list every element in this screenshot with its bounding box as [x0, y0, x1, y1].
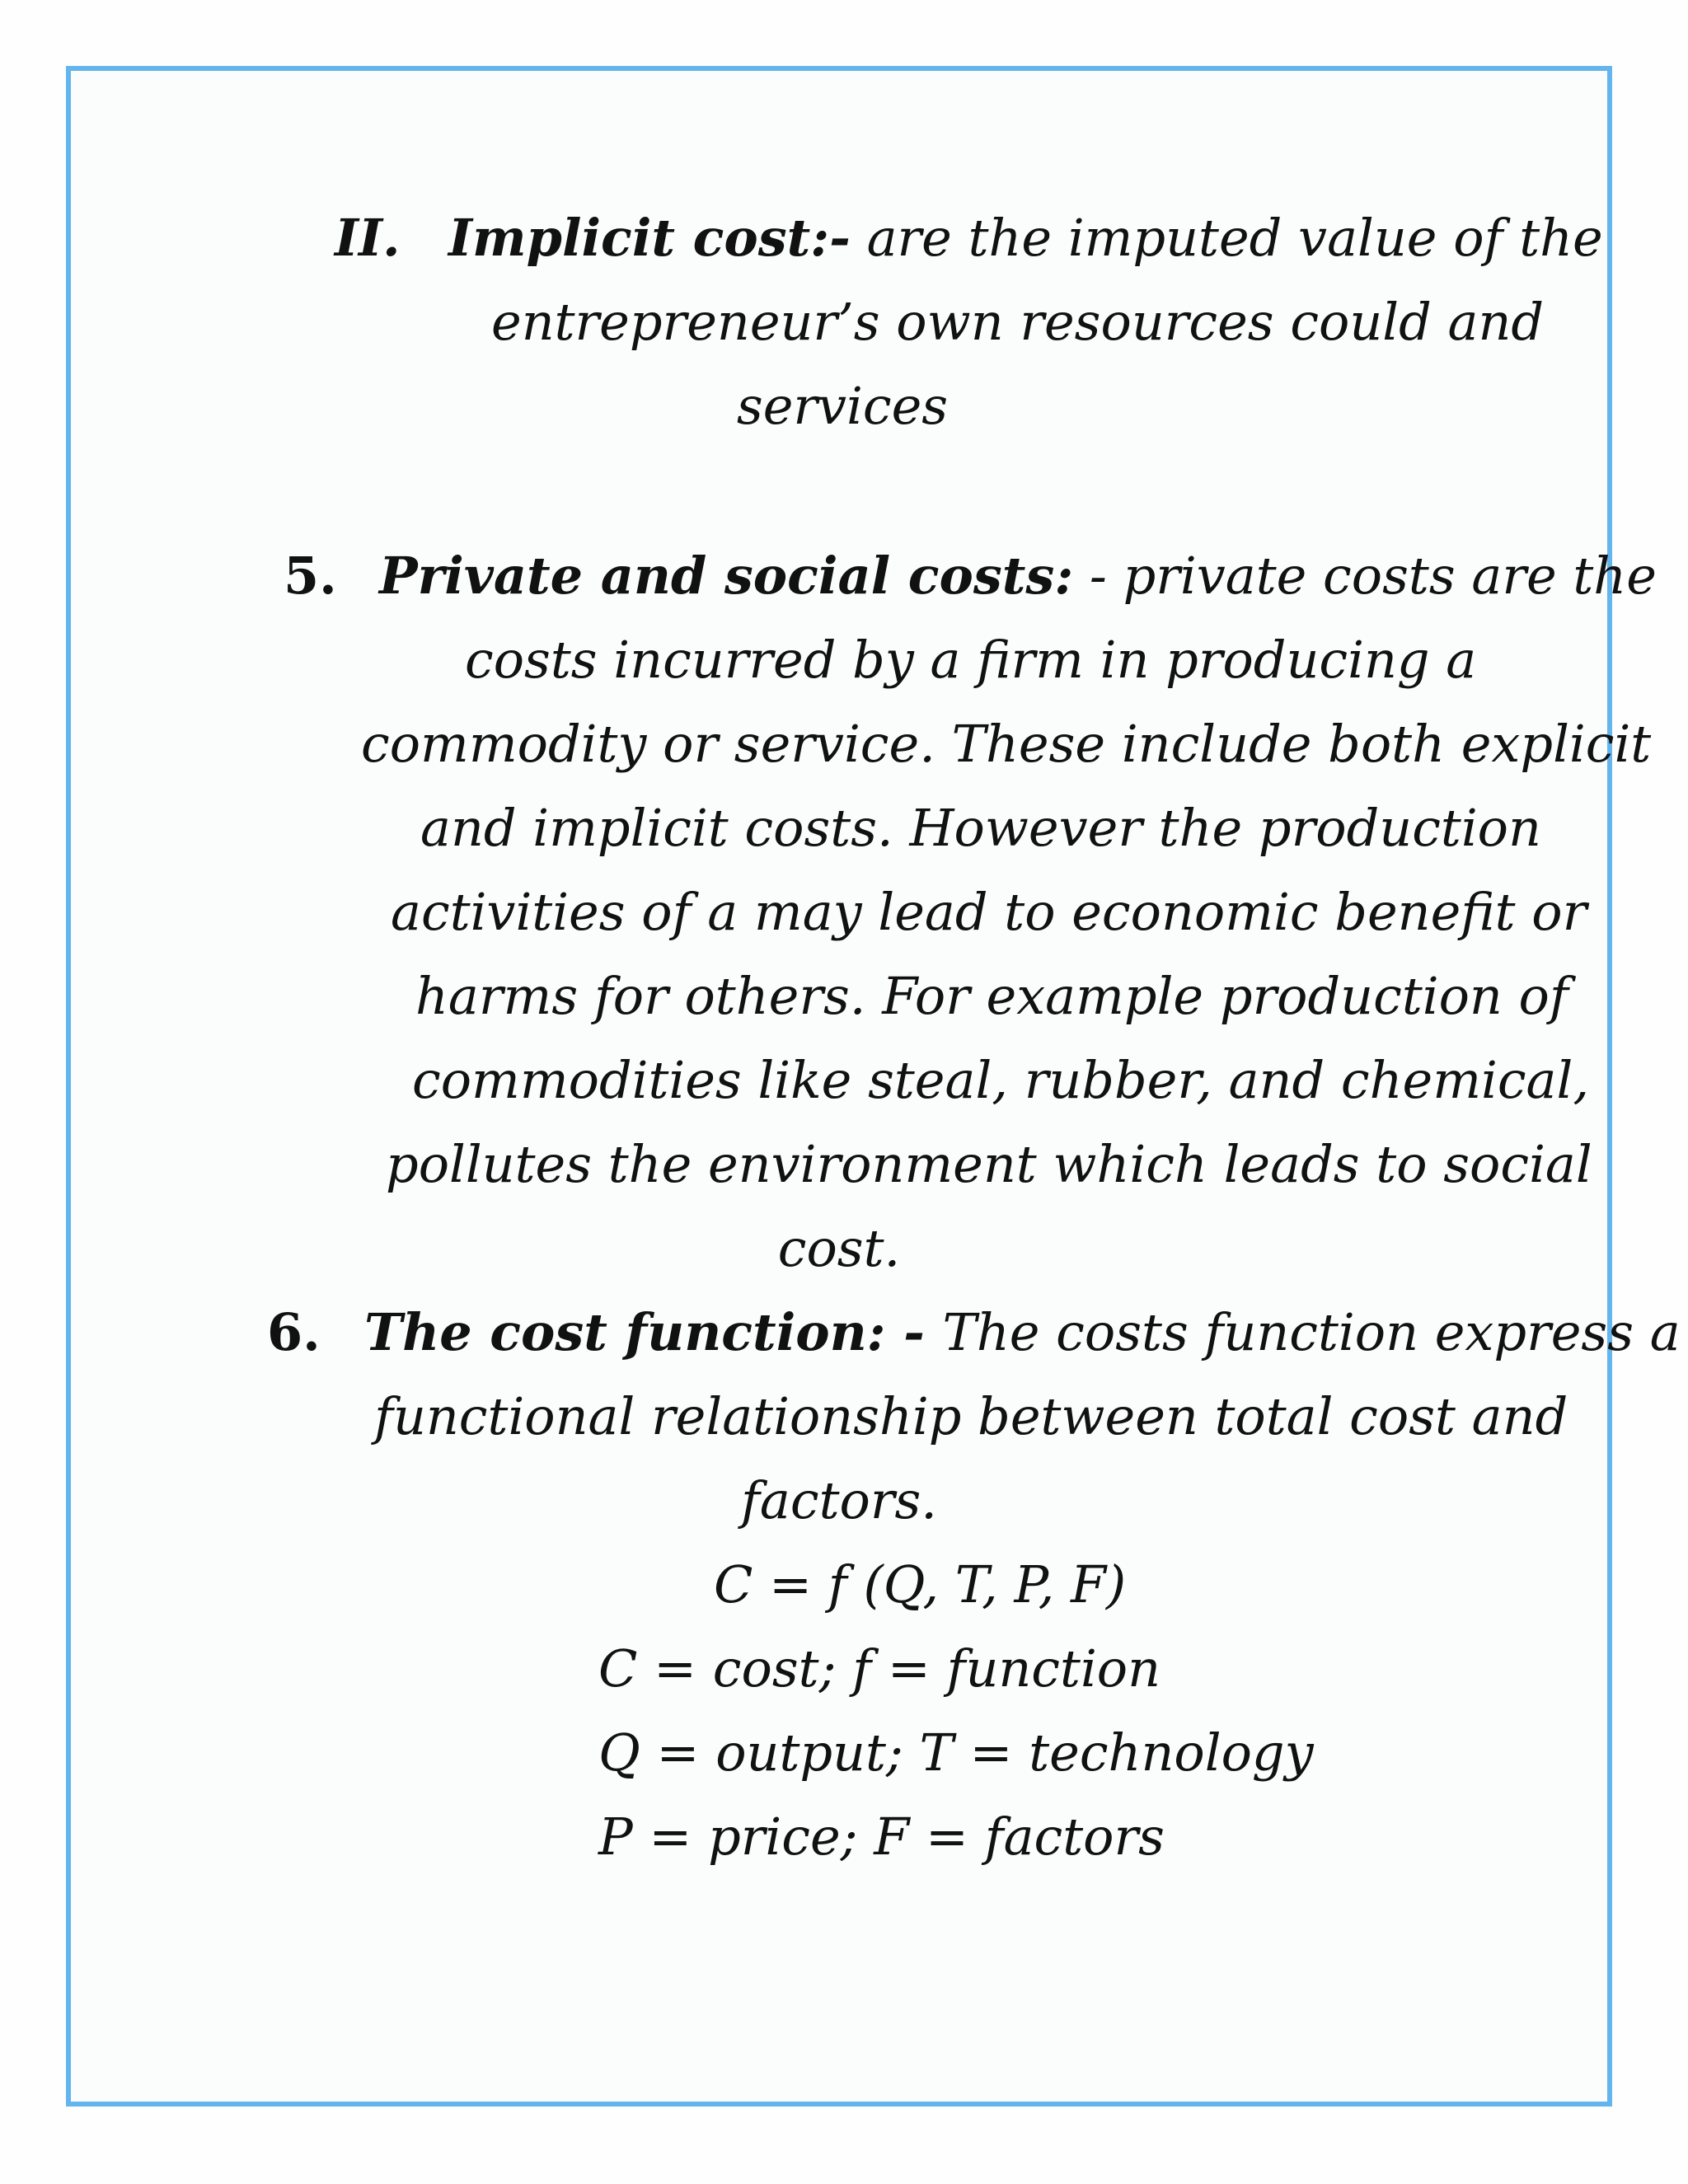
- implicit-cost-text-1: are the imputed value of the: [850, 208, 1603, 268]
- cost-function-line-1: [364, 1302, 1681, 1362]
- implicit-cost-line-2: entrepreneur’s own resources could and: [491, 292, 1545, 352]
- implicit-cost-term: Implicit cost:-: [448, 208, 851, 268]
- page-border: [66, 66, 1681, 2107]
- private-social-line-1: [379, 546, 1657, 606]
- cost-function-line-2: functional relationship between total cost and: [374, 1386, 1568, 1446]
- private-social-line-4: and implicit costs. However the production: [420, 798, 1541, 858]
- definition-price-factors: P = price; F = factors: [598, 1807, 1165, 1867]
- implicit-cost-number: II.: [335, 208, 401, 268]
- private-social-line-6: harms for others. For example production of: [415, 966, 1568, 1026]
- document-body: [71, 71, 1681, 2102]
- cost-function-line-3: factors.: [740, 1470, 938, 1530]
- private-social-line-3: commodity or service. These include both explicit: [361, 714, 1652, 774]
- private-social-line-5: activities of a may lead to economic benefit or: [391, 882, 1587, 942]
- private-social-line-9: cost.: [777, 1218, 901, 1278]
- private-social-line-8: pollutes the environment which leads to social: [386, 1134, 1592, 1194]
- private-social-term: Private and social costs:: [379, 546, 1074, 606]
- private-social-line-2: costs incurred by a firm in producing a: [465, 630, 1477, 690]
- cost-function-text-1: The costs function express a: [942, 1302, 1681, 1362]
- definition-cost-function: C = cost; f = function: [598, 1638, 1161, 1699]
- private-social-line-7: commodities like steal, rubber, and chemical,: [412, 1050, 1590, 1110]
- private-social-text-1: - private costs are the: [1073, 546, 1657, 606]
- private-social-number: 5.: [284, 546, 337, 606]
- cost-function-dash: -: [885, 1302, 943, 1362]
- implicit-cost-line-3: services: [736, 376, 949, 436]
- cost-function-number: 6.: [267, 1302, 321, 1362]
- implicit-cost-line-1: [448, 208, 1603, 268]
- cost-function-formula: C = f (Q, T, P, F): [714, 1554, 1127, 1615]
- cost-function-term: The cost function:: [364, 1302, 886, 1362]
- definition-output-technology: Q = output; T = technology: [598, 1722, 1314, 1783]
